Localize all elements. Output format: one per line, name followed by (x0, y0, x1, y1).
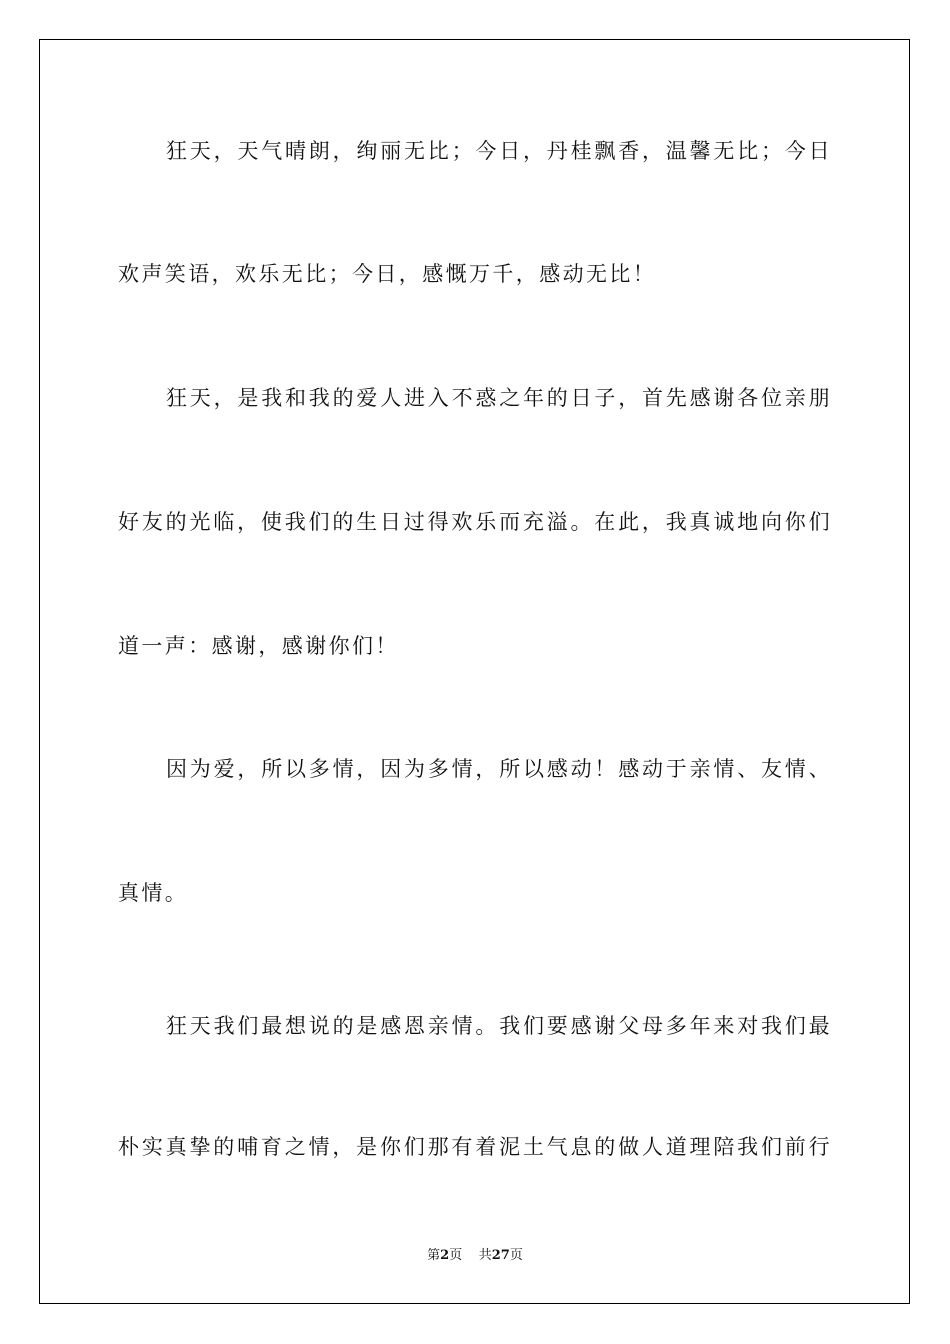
paragraph-3-line-1: 因为爱，所以多情，因为多情，所以感动！感动于亲情、友情、 (166, 757, 832, 781)
paragraph-3-line-2: 真情。 (118, 881, 189, 905)
paragraph-1-line-1: 狂天，天气晴朗，绚丽无比；今日，丹桂飘香，温馨无比；今日 (166, 139, 832, 163)
paragraph-2-line-2: 好友的光临，使我们的生日过得欢乐而充溢。在此，我真诚地向你们 (118, 510, 832, 534)
paragraph-4-line-2: 朴实真挚的哺育之情，是你们那有着泥土气息的做人道理陪我们前行 (118, 1135, 832, 1159)
paragraph-4-line-1: 狂天我们最想说的是感恩亲情。我们要感谢父母多年来对我们最 (166, 1014, 832, 1038)
footer-page-prefix: 第 (427, 1248, 441, 1263)
paragraph-2-line-1: 狂天，是我和我的爱人进入不惑之年的日子，首先感谢各位亲朋 (166, 386, 832, 410)
footer-page-suffix: 页 (449, 1248, 463, 1263)
paragraph-1-line-2: 欢声笑语，欢乐无比；今日，感慨万千，感动无比！ (118, 262, 657, 286)
paragraph-2-line-3: 道一声：感谢，感谢你们！ (118, 634, 399, 658)
footer-page-number: 2 (440, 1248, 450, 1263)
footer-total-suffix: 页 (509, 1248, 523, 1263)
footer-total-prefix: 共 (478, 1248, 492, 1263)
page-footer (0, 1246, 950, 1266)
footer-total-pages: 27 (491, 1248, 510, 1263)
page-border (39, 39, 910, 1304)
